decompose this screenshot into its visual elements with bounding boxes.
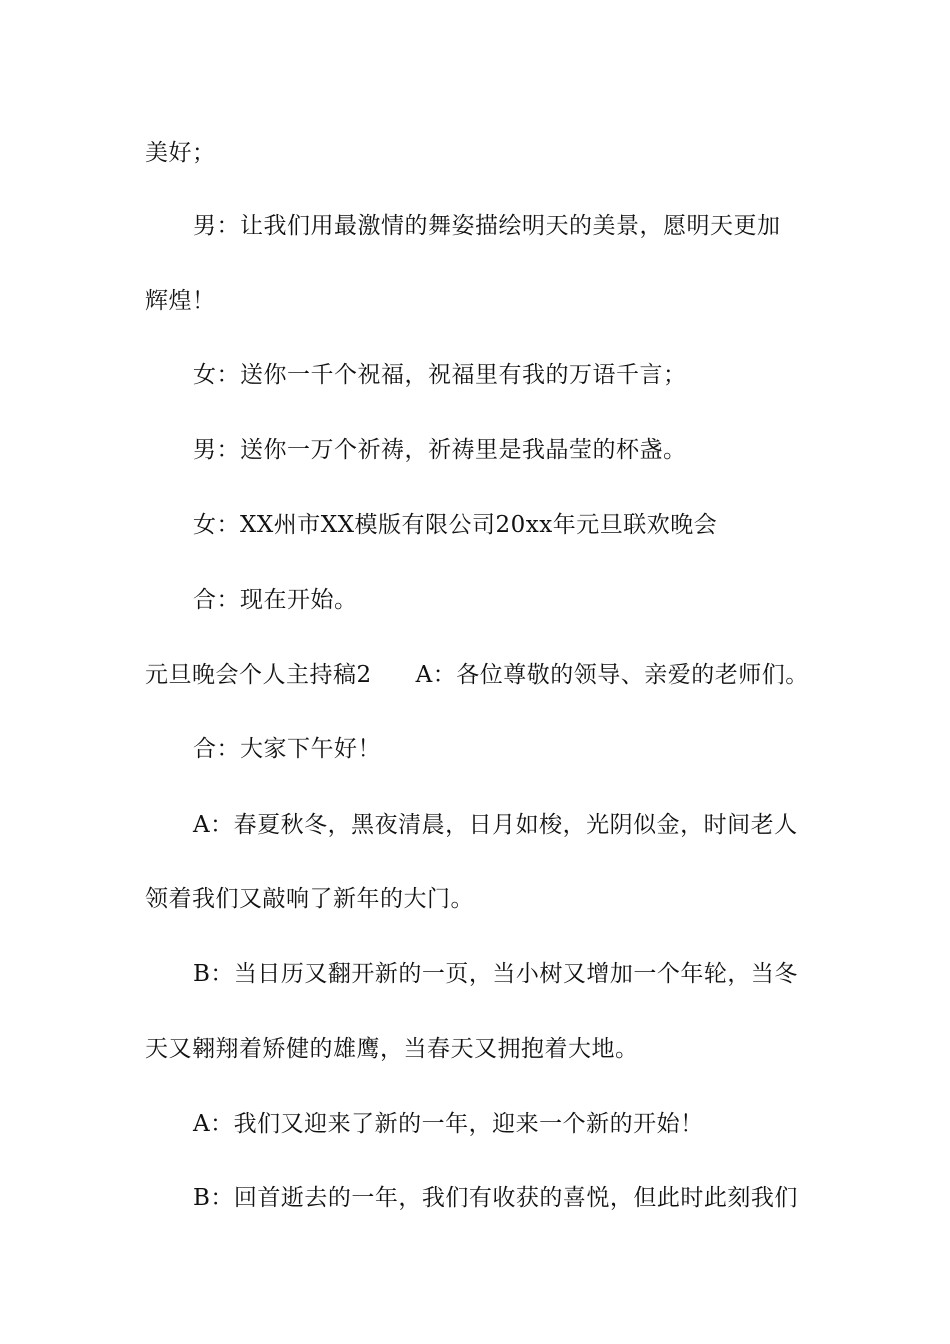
text-line: 美好； xyxy=(145,140,216,166)
text-line: B：当日历又翻开新的一页，当小树又增加一个年轮，当冬 xyxy=(193,961,798,987)
text-line: 男：让我们用最激情的舞姿描绘明天的美景，愿明天更加 xyxy=(193,213,781,239)
text-line: 辉煌！ xyxy=(145,288,216,314)
text-line: A：我们又迎来了新的一年，迎来一个新的开始！ xyxy=(193,1111,704,1137)
text-line: 领着我们又敲响了新年的大门。 xyxy=(145,886,474,912)
text-line: 女：XX州市XX模版有限公司20xx年元旦联欢晚会 xyxy=(193,512,718,538)
section-heading: 元旦晚会个人主持稿2 xyxy=(145,662,372,688)
text-line: 合：大家下午好！ xyxy=(193,736,381,762)
text-line: B：回首逝去的一年，我们有收获的喜悦，但此时此刻我们 xyxy=(193,1185,798,1211)
text-line: 合：现在开始。 xyxy=(193,587,358,613)
text-line: A：各位尊敬的领导、亲爱的老师们。 xyxy=(415,662,809,688)
text-line: A：春夏秋冬，黑夜清晨，日月如梭，光阴似金，时间老人 xyxy=(193,812,798,838)
text-line: 女：送你一千个祝福，祝福里有我的万语千言； xyxy=(193,362,687,388)
text-line: 男：送你一万个祈祷，祈祷里是我晶莹的杯盏。 xyxy=(193,437,687,463)
text-line: 天又翱翔着矫健的雄鹰，当春天又拥抱着大地。 xyxy=(145,1036,639,1062)
section-heading-line xyxy=(145,660,810,690)
